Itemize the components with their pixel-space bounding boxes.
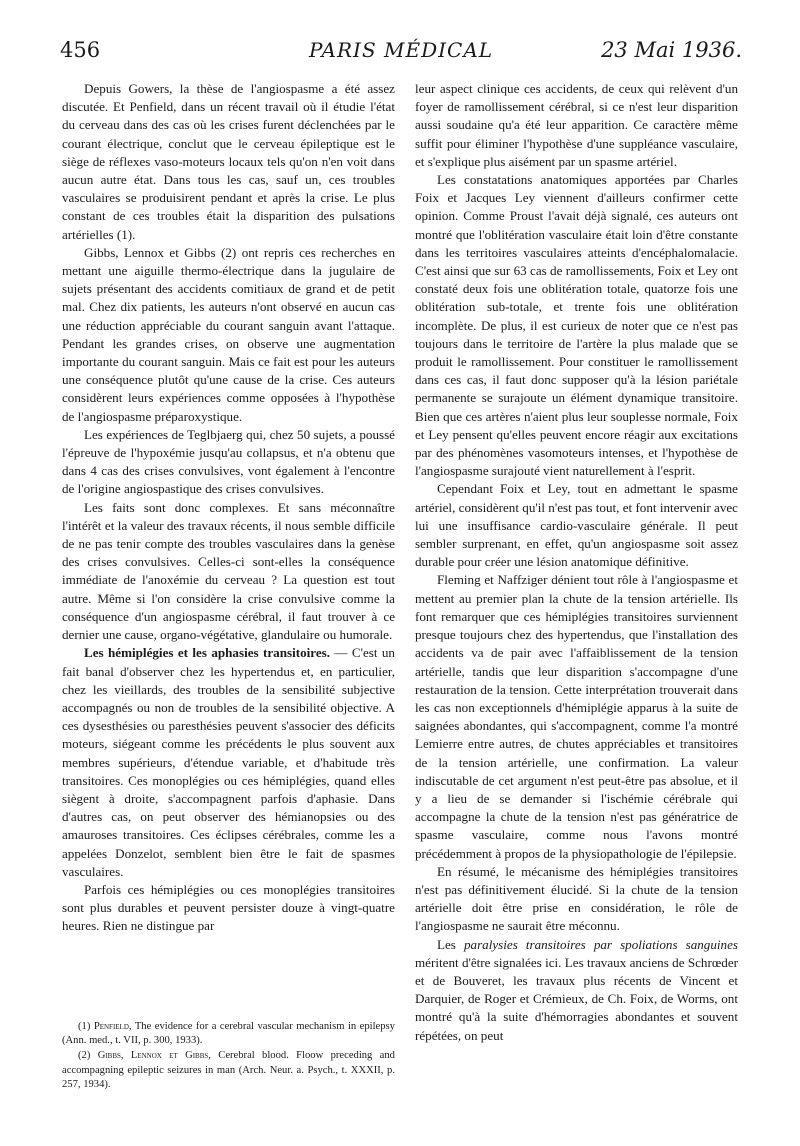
paragraph: Les expériences de Teglbjaerg qui, chez 50 sujets, a poussé l'épreuve de l'hypoxémie jusqu'au collapsus, et n'a obtenu que dans 4 cas des crises convulsives, vont également à l'encontre de l'origine angiospastique des crises convulsives. [62,426,395,497]
section-text: — C'est un fait banal d'observer chez les hypertendus et, en particulier, chez les vieillards, des troubles de la sensibilité subjective accompagnés ou non de troubles de la sensibilité objective. A ces dysesthésies ou paresthésies peuvent s'associer des déficits moteurs, siégeant comme les précédents le plus souvent aux membres supérieurs, d'étendue variable, et d'habitude très transitoires. Ces monoplégies ou ces hémiplégies, quand elles siègent à droite, s'accompagnent parfois d'aphasie. Dans d'autres cas, on peut observer des hémianopsies ou des amauroses transitoires. Ces éclipses cérébrales, comme les a appelées Donzelot, semblent bien être le fait de spasmes vasculaires. [62,645,395,879]
lead-text: Les [437,936,464,952]
paragraph-text: méritent d'être signalées ici. Les travaux anciens de Schrœder et de Bouveret, les travaux plus récents de Vincent et Darquier, de Roger et Crémieux, de Ch. Foix, de Worms, ont montré qu'à la suite d'hémorragies abondantes et souvent répétées, on peut [415,954,738,1043]
paragraph: leur aspect clinique ces accidents, de ceux qui relèvent d'un foyer de ramollissement cérébral, si ce n'est leur disparition aussi soudaine qu'a été leur apparition. Ce caractère même suffit pour éliminer l'hypothèse d'une suppléance vasculaire, et s'explique plus aisément par un spasme artériel. [415,81,738,169]
journal-title: PARIS MÉDICAL [308,38,494,62]
footnote-2 [62,1049,395,1092]
paragraph: Parfois ces hémiplégies ou ces monoplégies transitoires sont plus durables et peuvent persister douze à vingt-quatre heures. Rien ne distingue par [62,881,395,934]
footnote-text: , The evidence for a cerebral vascular mechanism in epilepsy (Ann. med., t. VII, p. 300, 1933). [62,1021,395,1047]
footnotes [62,1020,395,1093]
paragraph: Depuis Gowers, la thèse de l'angiospasme a été assez discutée. Et Penfield, dans un récent travail où il étudie l'état du cerveau dans des cas où les crises furent déclenchées par le courant électrique, conclut que le cerveau épileptique est le siège de réflexes vaso-moteurs locaux tels qu'on n'en voit dans aucun autre état. Dans tous les cas, sauf un, ces troubles vasculaires se produisirent pendant et après la crise. Le plus constant de ces troubles était la disparition des pulsations artérielles (1). [62,81,395,242]
section-paragraph [62,644,395,881]
section-heading: Les hémiplégies et les aphasies transitoires. [84,645,331,661]
page-header [60,38,742,68]
paragraph: Les faits sont donc complexes. Et sans méconnaître l'intérêt et la valeur des travaux récents, il nous semble difficile de ne pas tenir compte des troubles vasculaires dans la genèse des crises convulsives. Celles-ci sont-elles la conséquence immédiate de l'anoxémie du cerveau ? La question est tout autre. Même si l'on considère la crise convulsive comme la conséquence d'un angiospasme cérébral, il faut trouver à ce dernier une cause, organo-végétative, glandulaire ou humorale. [62,499,395,643]
footnote-marker: (2) [78,1050,98,1062]
footnote-text: , Cerebral blood. Floow preceding and accompagning epileptic seizures in man (Arch. Neur. a. Psych., t. XXXII, p. 257, 1934). [62,1050,395,1090]
footnote-author: Penfield [93,1021,129,1032]
paragraph: Gibbs, Lennox et Gibbs (2) ont repris ces recherches en mettant une aiguille thermo-électrique dans la jugulaire de sujets présentant des accidents comitiaux de grand et de petit mal. Chez dix patients, les auteurs n'ont observé en aucun cas une réduction appréciable du courant sanguin avant l'attaque. Pendant les grandes crises, on observe une augmentation importante du courant sanguin. Mais ce fait est pour les auteurs une conséquence plutôt qu'une cause de la crise. Ces auteurs considèrent leurs expériences comme opposées à l'hypothèse de l'angiospasme préparoxystique. [62,244,395,424]
left-column [62,80,395,936]
issue-date: 23 Mai 1936. [601,38,742,62]
paragraph: Fleming et Naffziger dénient tout rôle à l'angiospasme et mettent au premier plan la chute de la tension artérielle. Ils font remarquer que ces hémiplégies transitoires surviennent presque toujours chez des hypertendus, que l'installation des accidents va de pair avec l'affaiblissement de la tension artérielle, tandis que leur disparition s'accompagne d'une restauration de la tension. Cette interprétation trouverait dans les cas non exceptionnels d'hémiplégie apparus à la suite de saignées abondantes, qui s'accompagnent, comme l'a montré Lemierre entre autres, de chutes appréciables et transitoires de la tension artérielle, une confirmation. La valeur indiscutable de cet argument n'est peut-être pas absolue, et il y a lieu de se demander si l'ischémie cérébrale qui accompagne la chute de la tension n'est pas génératrice de spasme vasculaire, comme nous l'avons montré précédemment à propos de la physiopathologie de l'épilepsie. [415,572,738,861]
italic-term: paralysies transitoires par spoliations sanguines [463,936,738,952]
paragraph: Les constatations anatomiques apportées par Charles Foix et Jacques Ley viennent d'ailleurs confirmer cette opinion. Comme Proust l'avait déjà signalé, ces auteurs ont montré que l'oblitération vasculaire était loin d'être constante dans les territoires vasculaires atteints d'encéphalomalacie. C'est ainsi que sur 63 cas de ramollissements, Foix et Ley ont constaté deux fois une oblitération totale, quatorze fois une oblitération sub-totale, et trente fois une oblitération incomplète. De plus, il est curieux de noter que ce n'est pas toujours dans le territoire de l'artère la plus malade que se produit le ramollissement. Pour constituer le ramollissement dans ces cas, il faut donc supposer qu'à la lésion pariétale permanente se surajoute un élément dynamique transitoire. Bien que ces artères n'aient plus leur souplesse normale, Foix et Ley pensent qu'elles peuvent encore réagir aux excitations par des phénomènes vasomoteurs intenses, et l'hypothèse de l'angiospasme surajouté vient naturellement à l'esprit. [415,172,738,479]
footnote-marker: (1) [78,1021,94,1032]
footnote-author: Gibbs, Lennox et Gibbs [97,1050,209,1062]
paragraph: Cependant Foix et Ley, tout en admettant le spasme artériel, considèrent qu'il n'est pas tout, et font intervenir avec lui une insuffisance cardio-vasculaire générale. Il peut sembler surprenant, en effet, qu'un angiospasme soit assez durable pour créer une lésion anatomique définitive. [415,481,738,570]
paragraph: En résumé, le mécanisme des hémiplégies transitoires n'est pas définitivement élucidé. Si la chute de la tension artérielle doit être prise en considération, le rôle de l'angiospasme ne saurait être méconnu. [415,863,738,934]
right-column [415,80,738,1045]
page-number: 456 [60,38,101,62]
footnote-1 [62,1020,395,1048]
paragraph [415,936,738,1045]
